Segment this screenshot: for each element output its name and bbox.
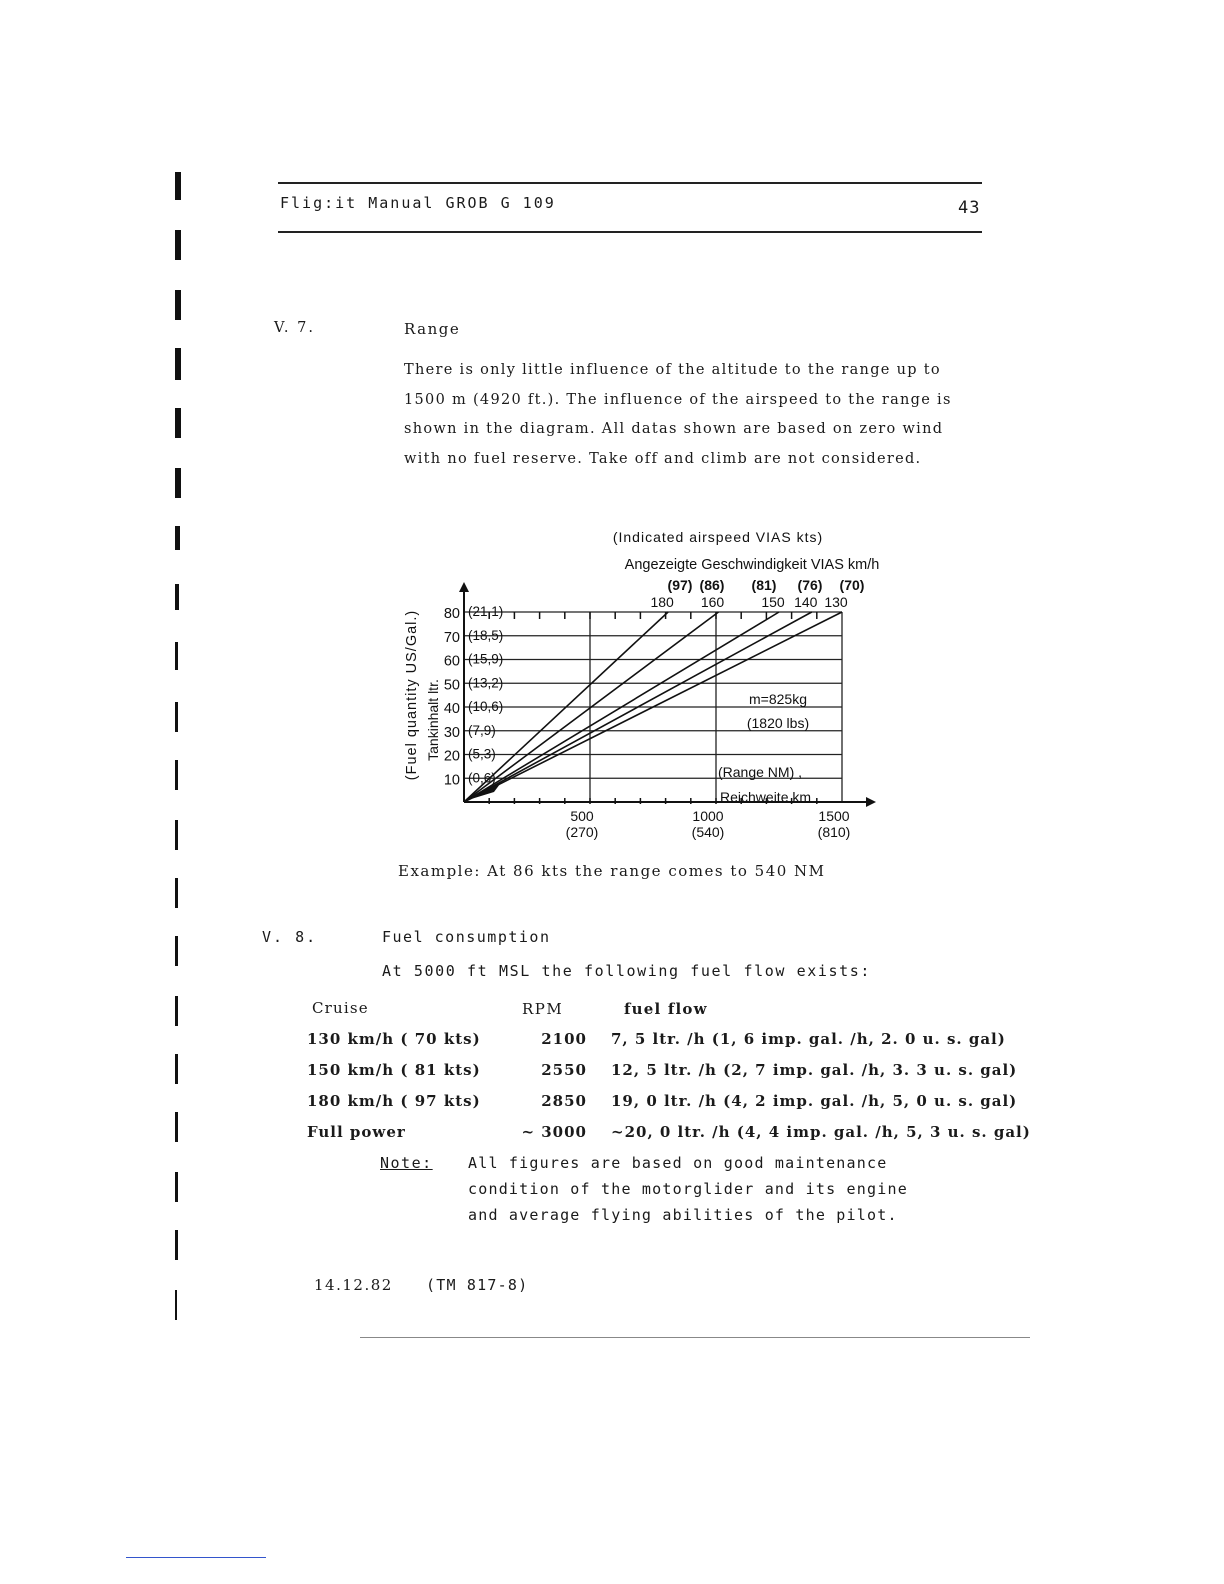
fuel-intro: At 5000 ft MSL the following fuel flow exists: <box>382 962 872 980</box>
section-title-range: Range <box>404 320 461 338</box>
y-tick-gal-label: (5,3) <box>468 746 496 762</box>
section-number-range: V. 7. <box>274 320 315 336</box>
note-line-2: condition of the motorglider and its engine <box>468 1180 908 1198</box>
header-top-rule <box>278 182 982 184</box>
y-tick-label: 40 <box>443 701 460 717</box>
chart-title-de: Angezeigte Geschwindigkeit VIAS km/h <box>624 557 880 573</box>
annotation-mass: m=825kg <box>749 691 807 707</box>
manual-title: Flig:it Manual GROB G 109 <box>280 194 556 212</box>
range-paragraph-text: There is only little influence of the altitude to the range up to 1500 m (4920 ft.). The influence of the airspeed to the range is shown in the diagram. All datas shown are based on zero wind with no fuel reserve. Take off and climb are not considered. <box>404 362 952 467</box>
fuel-cell-speed: Full power <box>307 1123 406 1141</box>
y-tick-label: 50 <box>443 677 460 694</box>
x-axis-arrow <box>866 797 876 807</box>
y-tick-label: 70 <box>443 629 460 646</box>
fuel-header-flow: fuel flow <box>624 1000 708 1018</box>
x-tick-nm-label: (810) <box>817 824 851 840</box>
fuel-cell-rpm: 2550 <box>541 1061 587 1079</box>
fuel-cell-speed: 130 km/h ( 70 kts) <box>307 1030 481 1048</box>
fuel-cell-rpm: ~ 3000 <box>521 1123 587 1141</box>
fuel-cell-flow: ~20, 0 ltr. /h (4, 4 imp. gal. /h, 5, 3 u. s. gal) <box>611 1123 1031 1141</box>
scan-edge-link <box>126 1557 266 1558</box>
footer-rule <box>360 1337 1030 1338</box>
fuel-cell-rpm: 2100 <box>541 1030 587 1048</box>
fuel-table-row <box>306 1086 1032 1117</box>
x-axis-label: (Range NM) , <box>718 764 803 780</box>
y-tick-label: 10 <box>443 772 460 789</box>
note-line-1: All figures are based on good maintenance <box>468 1154 888 1172</box>
y-axis-arrow <box>459 582 469 592</box>
fuel-cell-rpm: 2850 <box>541 1092 587 1110</box>
x-tick-nm-label: (270) <box>565 824 599 840</box>
note-label: Note: <box>380 1154 433 1172</box>
y-tick-label: 20 <box>443 748 460 765</box>
header-bottom-rule <box>278 231 982 233</box>
series-kmh-label: 140 <box>794 594 818 610</box>
x-tick-label: 500 <box>570 808 594 824</box>
y-tick-label: 60 <box>443 653 460 670</box>
series-kmh-label: 160 <box>700 594 725 610</box>
fuel-table-row <box>306 1024 1032 1055</box>
fuel-header-rpm: RPM <box>522 1000 564 1018</box>
footer-date: 14.12.82 <box>314 1276 393 1294</box>
y-tick-gal-label: (15,9) <box>468 651 504 667</box>
y-axis-label-de: Tankinhalt ltr. <box>425 679 441 761</box>
series-kts-label: (97) <box>667 577 693 593</box>
series-kts-label: (86) <box>699 577 725 593</box>
y-tick-gal-label: (21,1) <box>468 604 504 619</box>
fuel-header-cruise: Cruise <box>312 999 369 1017</box>
y-tick-gal-label: (0,6) <box>468 770 496 786</box>
fuel-cell-flow: 7, 5 ltr. /h (1, 6 imp. gal. /h, 2. 0 u. s. gal) <box>611 1030 1006 1048</box>
y-axis-label: (Fuel quantity US/Gal.) <box>404 609 420 781</box>
series-kmh-label: 150 <box>761 594 785 610</box>
fuel-table-row <box>306 1055 1032 1086</box>
note-line-3: and average flying abilities of the pilot. <box>468 1206 898 1224</box>
chart-title-en: (Indicated airspeed VIAS kts) <box>612 529 824 545</box>
x-tick-label: 1000 <box>692 808 724 824</box>
series-kts-label: (70) <box>839 577 865 593</box>
series-kmh-label: 180 <box>650 594 674 610</box>
fuel-table-row <box>306 1117 1032 1148</box>
x-tick-nm-label: (540) <box>691 824 725 840</box>
y-tick-label: 80 <box>443 606 460 622</box>
fuel-cell-speed: 150 km/h ( 81 kts) <box>307 1061 481 1079</box>
fuel-cell-flow: 12, 5 ltr. /h (2, 7 imp. gal. /h, 3. 3 u. s. gal) <box>611 1061 1018 1079</box>
footer-ref: (TM 817-8) <box>426 1276 529 1294</box>
range-paragraph <box>404 356 974 474</box>
fuel-table <box>306 1024 1032 1148</box>
y-tick-gal-label: (18,5) <box>468 627 504 643</box>
x-axis-label-de: Reichweite km <box>720 789 812 805</box>
series-kts-label: (81) <box>751 577 777 593</box>
example-text: Example: At 86 kts the range comes to 540 NM <box>398 862 826 880</box>
section-number-fuel: V. 8. <box>262 928 318 946</box>
fuel-cell-speed: 180 km/h ( 97 kts) <box>307 1092 481 1110</box>
x-tick-label: 1500 <box>818 808 850 824</box>
series-kts-label: (76) <box>797 577 823 593</box>
range-chart <box>0 520 1224 870</box>
annotation-lbs: (1820 lbs) <box>746 715 810 731</box>
y-tick-gal-label: (10,6) <box>468 699 504 714</box>
fuel-cell-flow: 19, 0 ltr. /h (4, 2 imp. gal. /h, 5, 0 u. s. gal) <box>611 1092 1018 1110</box>
section-title-fuel: Fuel consumption <box>382 928 551 946</box>
page-number: 43 <box>958 198 981 218</box>
y-tick-gal-label: (13,2) <box>468 675 504 691</box>
series-kmh-label: 130 <box>824 594 848 610</box>
y-tick-gal-label: (7,9) <box>468 722 496 738</box>
y-tick-label: 30 <box>443 724 460 741</box>
